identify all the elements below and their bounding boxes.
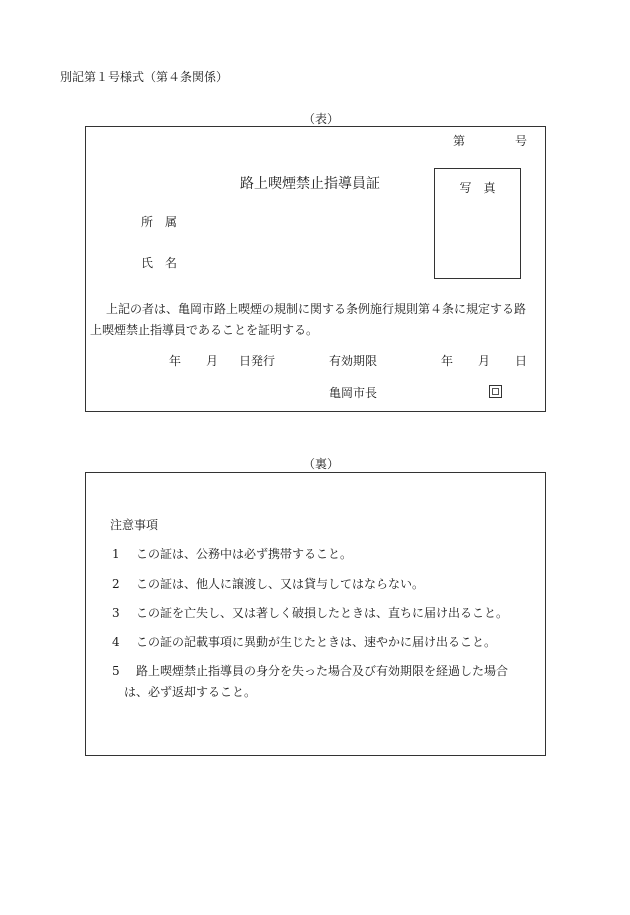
note-text: 路上喫煙禁止指導員の身分を失った場合及び有効期限を経過した場合 [136,664,509,678]
valid-year: 年 [441,354,454,368]
name-label: 氏 名 [141,256,178,270]
form-label: 別記第１号様式（第４条関係） [60,70,229,84]
note-number: 3 [112,606,120,620]
photo-label: 写 真 [459,181,496,195]
issue-month: 月 [206,354,219,368]
note-number: 5 [112,664,120,678]
validity-label: 有効期限 [329,354,378,368]
seal-icon [489,385,502,398]
note-number: 2 [112,577,120,591]
affiliation-label: 所 属 [141,215,178,229]
notes-title: 注意事項 [110,518,159,532]
note-text: この証は、他人に譲渡し、又は貸与してはならない。 [136,577,425,591]
note-text: この証の記載事項に異動が生じたときは、速やかに届け出ること。 [136,635,497,649]
certification-line-2: 上喫煙禁止指導員であることを証明する。 [90,323,319,337]
note-number: 4 [112,635,120,649]
number-prefix: 第 [453,134,466,148]
valid-month: 月 [478,354,491,368]
note-text: この証を亡失し、又は著しく破損したときは、直ちに届け出ること。 [136,606,509,620]
note-item [112,662,508,679]
issue-day: 日発行 [239,354,276,368]
note-item [112,545,352,562]
note-item [112,633,496,650]
issue-year: 年 [169,354,182,368]
note-text: この証は、公務中は必ず携帯すること。 [136,547,353,561]
seal-mark [489,384,502,400]
note-item [112,604,508,621]
certification-line-1: 上記の者は、亀岡市路上喫煙の規制に関する条例施行規則第４条に規定する路 [106,302,527,316]
issuer-label: 亀岡市長 [329,386,378,400]
note-number: 1 [112,547,120,561]
back-side-label: （裏） [303,457,340,471]
front-side-label: （表） [303,112,340,126]
photo-box [434,168,521,279]
front-card [85,126,546,412]
note-item [112,575,424,592]
number-suffix: 号 [515,134,528,148]
note-continuation: は、必ず返却すること。 [124,685,257,699]
valid-day: 日 [515,354,528,368]
card-title: 路上喫煙禁止指導員証 [240,176,380,192]
